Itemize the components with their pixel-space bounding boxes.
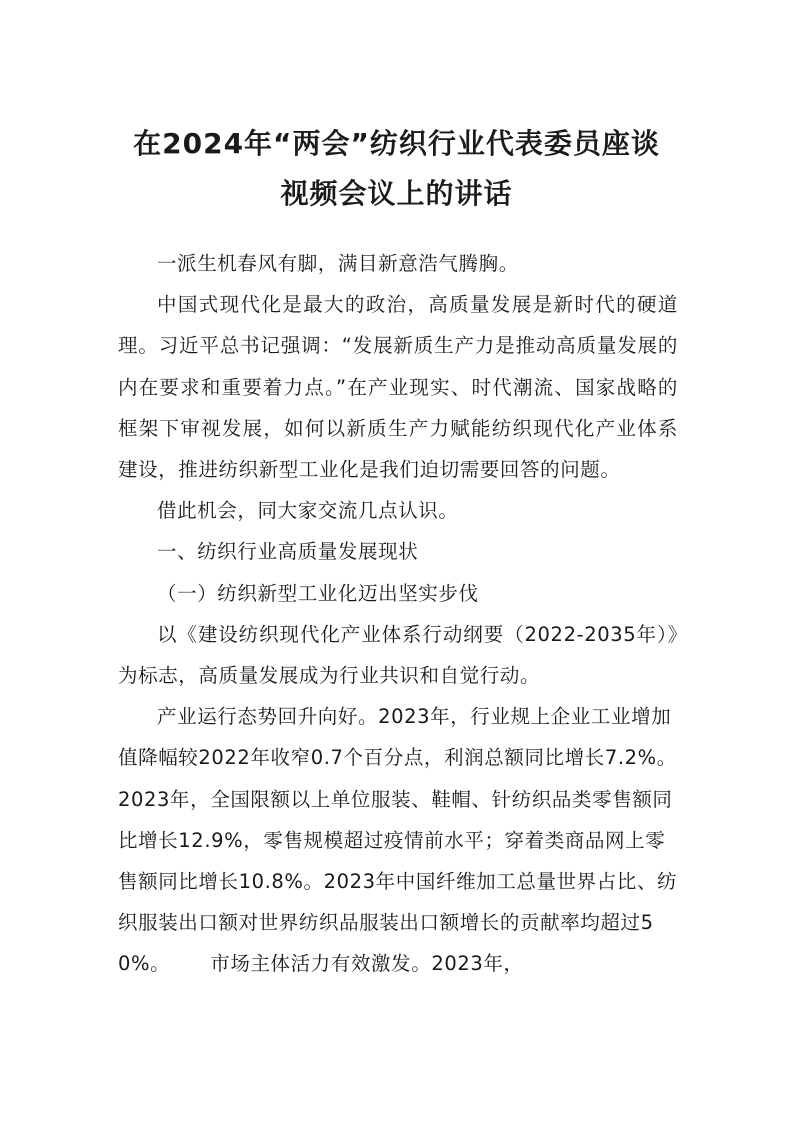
- paragraph-opening: 一派生机春风有脚，满目新意浩气腾胸。: [157, 252, 519, 275]
- section-heading-1: 一、纺织行业高质量发展现状: [157, 540, 419, 564]
- industry-operation-text: 产业运行态势回升向好。2023年，行业规上企业工业增加值降幅较2022年收窄0.7个百分点，利润总额同比增长7.2%。2023年，全国限额以上单位服装、鞋帽、针纺织品类零售额同比增长12.9%，零售规模超过疫情前水平；穿着类商品网上零售额同比增长10.8%。2023年中国纤维加工总量世界占比、纺织服装出口额对世界纺织品服装出口额增长的贡献率均超过50%。: [118, 705, 678, 976]
- market-vitality-text: 市场主体活力有效激发。2023年，: [210, 952, 524, 976]
- paragraph-industry-operation: [118, 696, 678, 984]
- document-body: [118, 243, 678, 985]
- subsection-heading-1: （一）纺织新型工业化迈出坚实步伐: [157, 581, 479, 605]
- paragraph-modernization: 中国式现代化是最大的政治，高质量发展是新时代的硬道理。习近平总书记强调：“发展新质生产力是推动高质量发展的内在要求和重要着力点。”在产业现实、时代潮流、国家战略的框架下审视发展，如何以新质生产力赋能纺织现代化产业体系建设，推进纺织新型工业化是我们迫切需要回答的问题。: [118, 293, 678, 482]
- paragraph-exchange: 借此机会，同大家交流几点认识。: [157, 499, 459, 523]
- paragraph-action-plan: 以《建设纺织现代化产业体系行动纲要（2022-2035年）》为标志，高质量发展成为行业共识和自觉行动。: [118, 622, 678, 688]
- document-title-line-1: 在2024年“两会”纺织行业代表委员座谈: [133, 127, 660, 160]
- document-title-line-2: 视频会议上的讲话: [280, 177, 513, 210]
